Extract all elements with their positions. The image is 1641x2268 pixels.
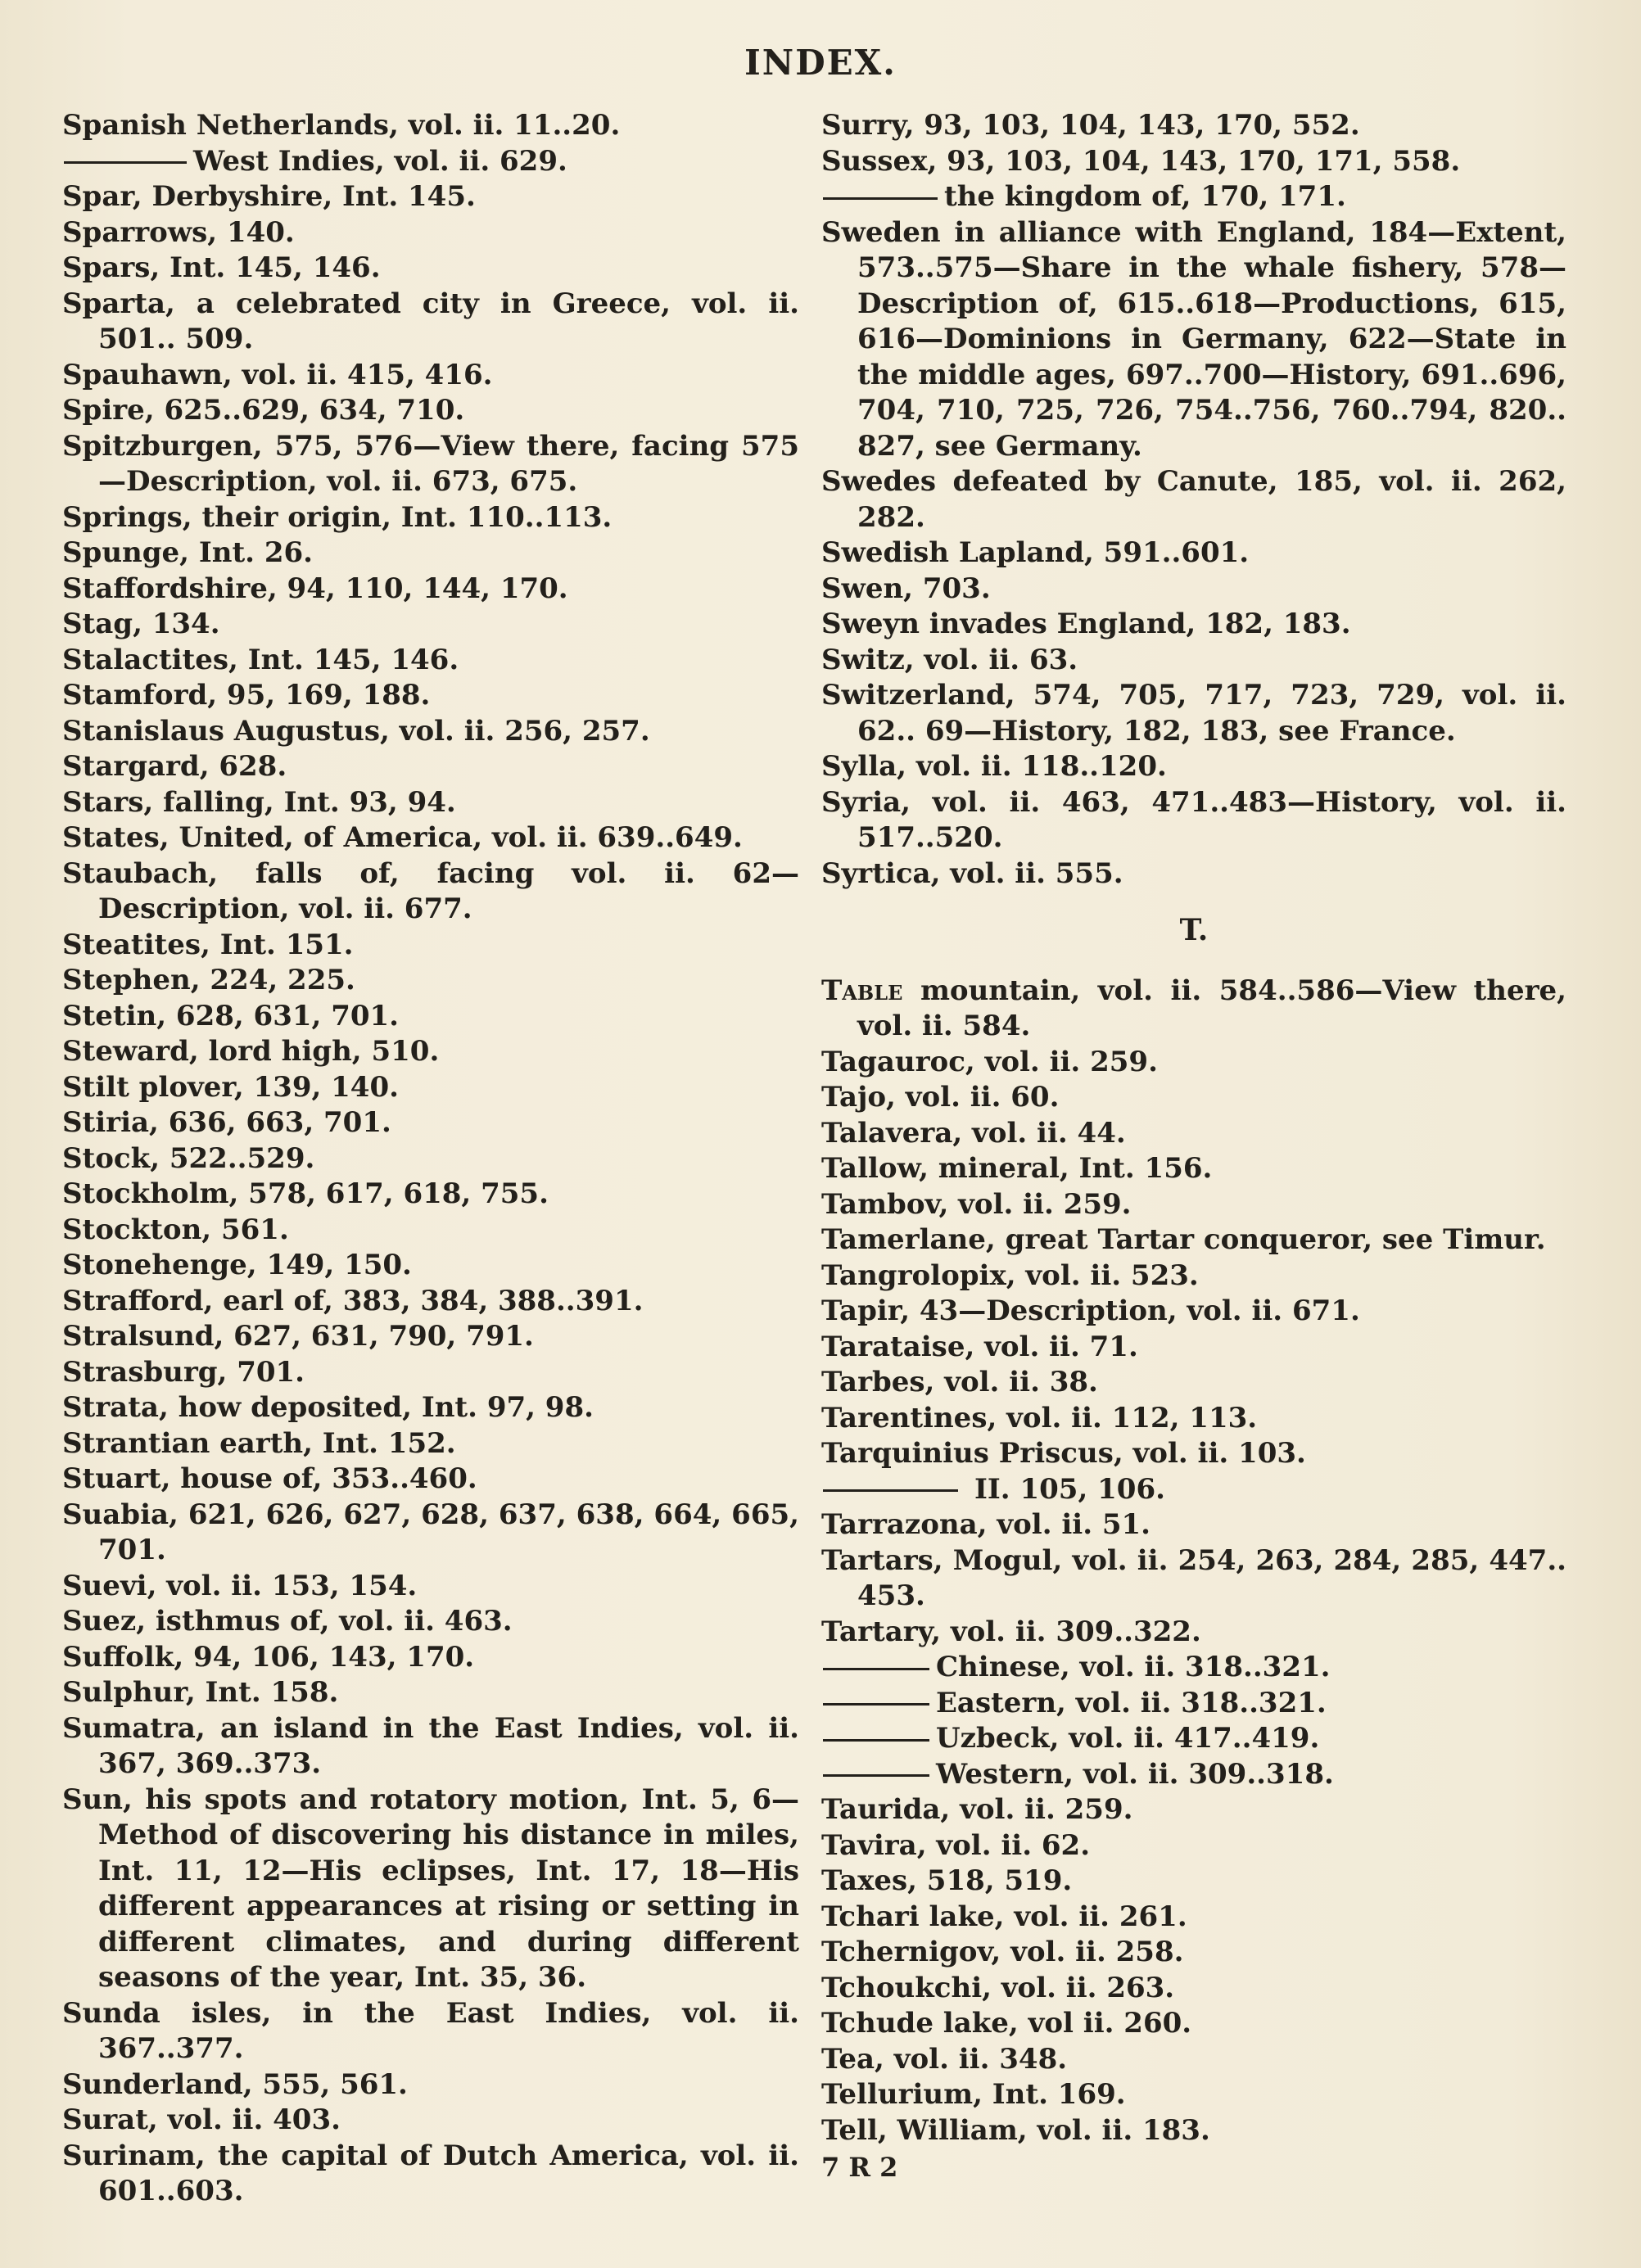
index-entry-continuation: Uzbeck, vol. ii. 417..419. bbox=[821, 1721, 1566, 1757]
index-entry: Switzerland, 574, 705, 717, 723, 729, vol. ii. 62.. 69—History, 182, 183, see France. bbox=[821, 679, 1566, 748]
index-entry: Suffolk, 94, 106, 143, 170. bbox=[62, 1640, 475, 1674]
index-entry: Tapir, 43—Description, vol. ii. 671. bbox=[821, 1294, 1360, 1327]
index-entry: Staffordshire, 94, 110, 144, 170. bbox=[62, 572, 568, 605]
index-entry: Spars, Int. 145, 146. bbox=[62, 251, 381, 284]
index-entry: Sumatra, an island in the East Indies, vol. ii. 367, 369..373. bbox=[62, 1711, 799, 1780]
index-entry: Tell, William, vol. ii. 183. bbox=[821, 2113, 1210, 2147]
index-entry: Stag, 134. bbox=[62, 608, 220, 640]
index-entry: Springs, their origin, Int. 110..113. bbox=[62, 500, 613, 534]
index-entry: Strafford, earl of, 383, 384, 388..391. bbox=[62, 1284, 644, 1317]
index-entry: Sussex, 93, 103, 104, 143, 170, 171, 558. bbox=[821, 144, 1461, 178]
index-entry: Swedish Lapland, 591..601. bbox=[821, 536, 1250, 569]
index-entry: Suez, isthmus of, vol. ii. 463. bbox=[62, 1605, 513, 1638]
index-entry: Sunderland, 555, 561. bbox=[62, 2067, 408, 2101]
page-title: INDEX. bbox=[744, 43, 897, 83]
index-column-left bbox=[62, 108, 799, 2210]
index-entry: Tarbes, vol. ii. 38. bbox=[821, 1366, 1098, 1398]
index-entry: Stetin, 628, 631, 701. bbox=[62, 999, 400, 1032]
index-entry: Spanish Netherlands, vol. ii. 11..20. bbox=[62, 109, 621, 142]
index-entry-continuation: Western, vol. ii. 309..318. bbox=[821, 1757, 1566, 1793]
index-entry: Taurida, vol. ii. 259. bbox=[821, 1793, 1133, 1826]
index-entry: Strata, how deposited, Int. 97, 98. bbox=[62, 1391, 594, 1424]
index-entry: Tajo, vol. ii. 60. bbox=[821, 1081, 1060, 1114]
index-entry: Suevi, vol. ii. 153, 154. bbox=[62, 1569, 418, 1602]
index-entry: Surat, vol. ii. 403. bbox=[62, 2103, 341, 2136]
index-entry: Surinam, the capital of Dutch America, vol. ii. 601..603. bbox=[62, 2139, 799, 2207]
index-entry: Steatites, Int. 151. bbox=[62, 928, 354, 961]
index-entry: Tarrazona, vol. ii. 51. bbox=[821, 1508, 1151, 1541]
index-entry-continuation: II. 105, 106. bbox=[821, 1472, 1566, 1508]
index-entry: Steward, lord high, 510. bbox=[62, 1035, 440, 1068]
index-entry: Stephen, 224, 225. bbox=[62, 964, 355, 996]
index-entry: Sweyn invades England, 182, 183. bbox=[821, 608, 1351, 640]
index-entry: Sweden in alliance with England, 184—Extent, 573..575—Share in the whale fishery, 578—Description of, 615..618—Productions, 615, 616—Dominions in Germany, 622—State in the middle ages, 697..700—History, 691..696, 704, 710, 725, 726, 754..756, 760..794, 820.. 827, see Germany. bbox=[821, 215, 1566, 463]
signature-mark: 7 R 2 bbox=[821, 2152, 898, 2183]
ditto-rule bbox=[823, 1489, 958, 1492]
index-entry: Table mountain, vol. ii. 584..586—View there, vol. ii. 584. bbox=[821, 974, 1566, 1042]
index-entry: Talavera, vol. ii. 44. bbox=[821, 1116, 1126, 1150]
index-entry: Tarquinius Priscus, vol. ii. 103. bbox=[821, 1437, 1306, 1470]
index-entry: Stamford, 95, 169, 188. bbox=[62, 679, 431, 712]
index-entry: Tchernigov, vol. ii. 258. bbox=[821, 1936, 1184, 1968]
index-entry: Stiria, 636, 663, 701. bbox=[62, 1106, 391, 1139]
index-entry: Tallow, mineral, Int. 156. bbox=[821, 1152, 1213, 1185]
index-entry: Stockholm, 578, 617, 618, 755. bbox=[62, 1177, 549, 1210]
index-entry: Tartary, vol. ii. 309..322. bbox=[821, 1615, 1201, 1648]
index-entry: Surry, 93, 103, 104, 143, 170, 552. bbox=[821, 109, 1360, 142]
index-entry: Stilt plover, 139, 140. bbox=[62, 1070, 399, 1104]
index-entry: Sunda isles, in the East Indies, vol. ii. 367..377. bbox=[62, 1996, 799, 2065]
index-entry: Staubach, falls of, facing vol. ii. 62—Description, vol. ii. 677. bbox=[62, 856, 799, 925]
index-entry: States, United, of America, vol. ii. 639..649. bbox=[62, 821, 743, 854]
index-entry: Tavira, vol. ii. 62. bbox=[821, 1828, 1091, 1862]
index-entry: Spunge, Int. 26. bbox=[62, 536, 313, 569]
ditto-rule bbox=[823, 1774, 929, 1777]
index-entry: Stockton, 561. bbox=[62, 1213, 289, 1246]
index-entry-continuation: Chinese, vol. ii. 318..321. bbox=[821, 1650, 1566, 1686]
index-entry: Stralsund, 627, 631, 790, 791. bbox=[62, 1320, 534, 1353]
index-entry: Syrtica, vol. ii. 555. bbox=[821, 856, 1123, 890]
index-entry: Spauhawn, vol. ii. 415, 416. bbox=[62, 358, 493, 391]
section-letter: T. bbox=[1179, 913, 1209, 947]
index-entry: Sulphur, Int. 158. bbox=[62, 1676, 339, 1709]
index-entry: Tchoukchi, vol. ii. 263. bbox=[821, 1971, 1175, 2004]
index-entry: Stars, falling, Int. 93, 94. bbox=[62, 785, 456, 819]
index-entry-continuation: Eastern, vol. ii. 318..321. bbox=[821, 1686, 1566, 1722]
first-word: Table bbox=[821, 974, 903, 1007]
index-entry: Tarentines, vol. ii. 112, 113. bbox=[821, 1401, 1258, 1434]
index-entry-continuation: West Indies, vol. ii. 629. bbox=[62, 144, 799, 180]
index-entry: Stargard, 628. bbox=[62, 750, 287, 783]
index-entry: Taxes, 518, 519. bbox=[821, 1864, 1073, 1897]
index-entry: Tartars, Mogul, vol. ii. 254, 263, 284, 285, 447.. 453. bbox=[821, 1543, 1566, 1612]
index-entry: Spitzburgen, 575, 576—View there, facing 575—Description, vol. ii. 673, 675. bbox=[62, 429, 799, 498]
index-entry: Tellurium, Int. 169. bbox=[821, 2078, 1126, 2111]
index-entry: Tarataise, vol. ii. 71. bbox=[821, 1330, 1138, 1363]
index-entry: Sun, his spots and rotatory motion, Int. 5, 6—Method of discovering his distance in miles, Int. 11, 12—His eclipses, Int. 17, 18—His different appearances at rising or setting in different climates, and during different seasons of the year, Int. 35, 36. bbox=[62, 1782, 799, 1994]
index-entry: Syria, vol. ii. 463, 471..483—History, vol. ii. 517..520. bbox=[821, 785, 1566, 854]
index-entry: Switz, vol. ii. 63. bbox=[821, 643, 1078, 676]
index-entry: Tambov, vol. ii. 259. bbox=[821, 1187, 1132, 1221]
index-entry: Suabia, 621, 626, 627, 628, 637, 638, 664, 665, 701. bbox=[62, 1498, 799, 1566]
index-entry: Spire, 625..629, 634, 710. bbox=[62, 394, 465, 427]
index-entry: Swen, 703. bbox=[821, 572, 991, 605]
index-entry: Tamerlane, great Tartar conqueror, see Timur. bbox=[821, 1223, 1546, 1256]
index-entry: Swedes defeated by Canute, 185, vol. ii. 262, 282. bbox=[821, 465, 1566, 534]
ditto-rule bbox=[823, 1668, 929, 1670]
index-entry: Sylla, vol. ii. 118..120. bbox=[821, 750, 1167, 783]
index-entry-continuation: the kingdom of, 170, 171. bbox=[821, 179, 1566, 215]
index-entry: Tchude lake, vol ii. 260. bbox=[821, 2007, 1192, 2040]
index-entry: Stalactites, Int. 145, 146. bbox=[62, 643, 459, 676]
index-entry: Stock, 522..529. bbox=[62, 1141, 315, 1175]
index-entry: Stuart, house of, 353..460. bbox=[62, 1462, 477, 1495]
index-column-right bbox=[821, 108, 1566, 2186]
index-entry: Spar, Derbyshire, Int. 145. bbox=[62, 180, 476, 213]
index-entry: Sparta, a celebrated city in Greece, vol. ii. 501.. 509. bbox=[62, 287, 799, 355]
index-entry: Strasburg, 701. bbox=[62, 1355, 305, 1389]
index-entry: Tagauroc, vol. ii. 259. bbox=[821, 1045, 1158, 1078]
index-entry: Stanislaus Augustus, vol. ii. 256, 257. bbox=[62, 714, 650, 748]
index-entry: Tchari lake, vol. ii. 261. bbox=[821, 1900, 1187, 1933]
index-entry: Strantian earth, Int. 152. bbox=[62, 1426, 456, 1460]
index-entry: Stonehenge, 149, 150. bbox=[62, 1249, 412, 1281]
ditto-rule bbox=[64, 161, 187, 164]
ditto-rule bbox=[823, 197, 938, 200]
index-entry: Tangrolopix, vol. ii. 523. bbox=[821, 1258, 1199, 1292]
ditto-rule bbox=[823, 1703, 929, 1706]
ditto-rule bbox=[823, 1739, 929, 1742]
index-entry: Sparrows, 140. bbox=[62, 215, 295, 249]
index-entry: Tea, vol. ii. 348. bbox=[821, 2042, 1068, 2076]
